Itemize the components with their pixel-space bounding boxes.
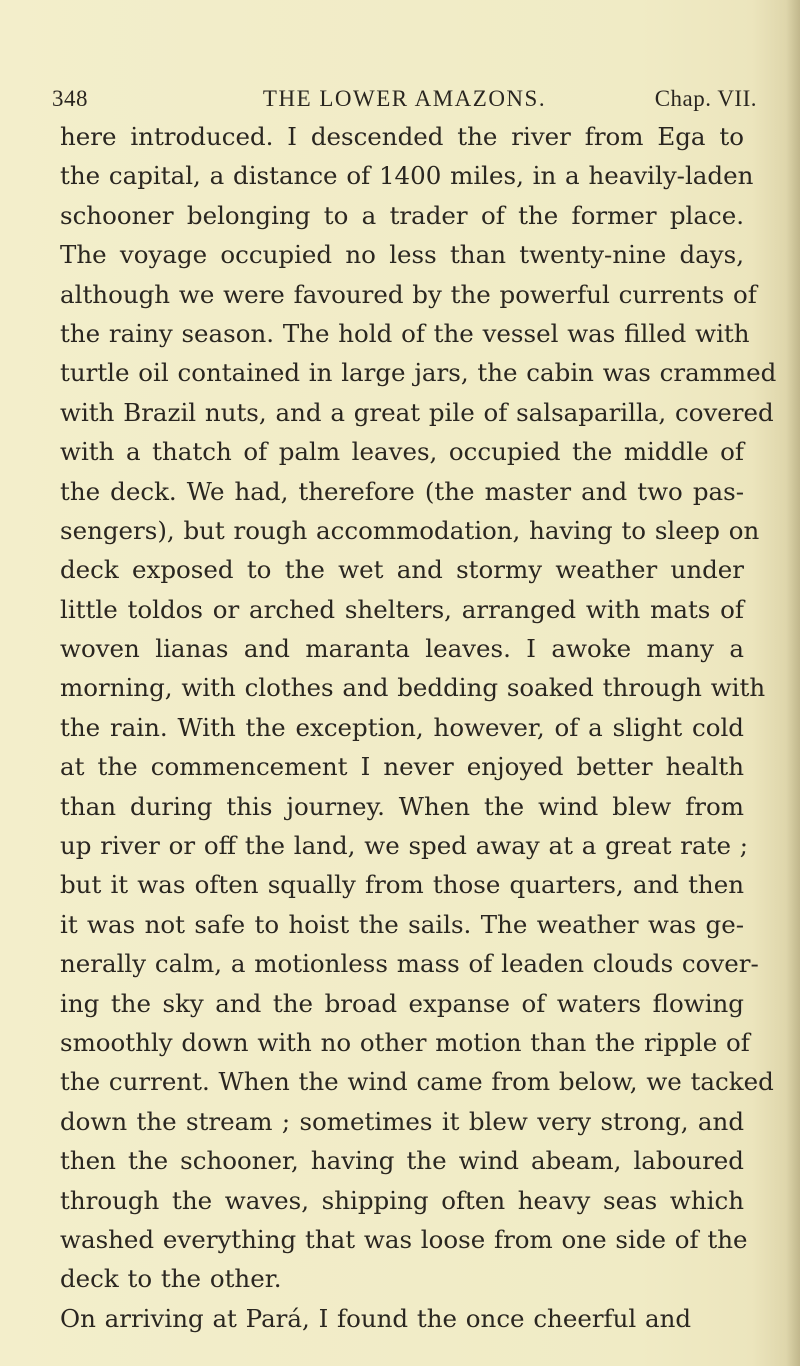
text-line: woven lianas and maranta leaves. I awoke many a (60, 634, 744, 664)
text-line: than during this journey. When the wind blew from (60, 791, 744, 821)
text-line: deck exposed to the wet and stormy weather under (60, 555, 744, 585)
text-line: but it was often squally from those quarters, and then (60, 870, 744, 900)
text-line: smoothly down with no other motion than the ripple of (60, 1027, 750, 1057)
chapter-label: Chap. VII. (654, 86, 757, 111)
running-head (52, 86, 757, 116)
text-line: morning, with clothes and bedding soaked through with (60, 673, 766, 703)
text-line: the rainy season. The hold of the vessel was filled with (60, 318, 750, 348)
text-line: the deck. We had, therefore (the master and two pas- (60, 476, 744, 506)
text-line: up river or off the land, we sped away at a great rate ; (60, 831, 748, 861)
text-line: the current. When the wind came from below, we tacked (60, 1067, 774, 1097)
text-line: with a thatch of palm leaves, occupied the middle of (60, 437, 744, 467)
text-line: sengers), but rough accommodation, having to sleep on (60, 515, 760, 545)
text-line: schooner belonging to a trader of the former place. (60, 200, 744, 230)
text-line: then the schooner, having the wind abeam, laboured (60, 1146, 744, 1176)
text-line: with Brazil nuts, and a great pile of salsaparilla, covered (60, 397, 774, 427)
page-edge-shadow (786, 0, 800, 1366)
text-line: turtle oil contained in large jars, the cabin was crammed (60, 358, 777, 388)
text-line: nerally calm, a motionless mass of leaden clouds cover- (60, 949, 759, 979)
text-line: little toldos or arched shelters, arranged with mats of (60, 594, 744, 624)
text-line: deck to the other. (60, 1264, 282, 1294)
text-line: The voyage occupied no less than twenty-nine days, (60, 240, 744, 270)
text-line: On arriving at Pará, I found the once cheerful and (60, 1303, 692, 1333)
page-number: 348 (52, 86, 88, 111)
text-line: ing the sky and the broad expanse of waters flowing (60, 988, 744, 1018)
text-line: although we were favoured by the powerful currents of (60, 279, 757, 309)
text-line: it was not safe to hoist the sails. The weather was ge- (60, 909, 744, 939)
body-text (60, 117, 777, 1338)
text-line: at the commencement I never enjoyed better health (60, 752, 744, 782)
running-title: THE LOWER AMAZONS. (262, 86, 547, 111)
text-line: down the stream ; sometimes it blew very strong, and (60, 1106, 744, 1136)
text-line: here introduced. I descended the river from Ega to (60, 122, 744, 151)
text-line: the rain. With the exception, however, of a slight cold (60, 712, 744, 742)
text-line: washed everything that was loose from one side of the (60, 1224, 748, 1254)
text-line: through the waves, shipping often heavy seas which (60, 1185, 744, 1215)
text-line: the capital, a distance of 1400 miles, in a heavily-laden (60, 161, 754, 191)
